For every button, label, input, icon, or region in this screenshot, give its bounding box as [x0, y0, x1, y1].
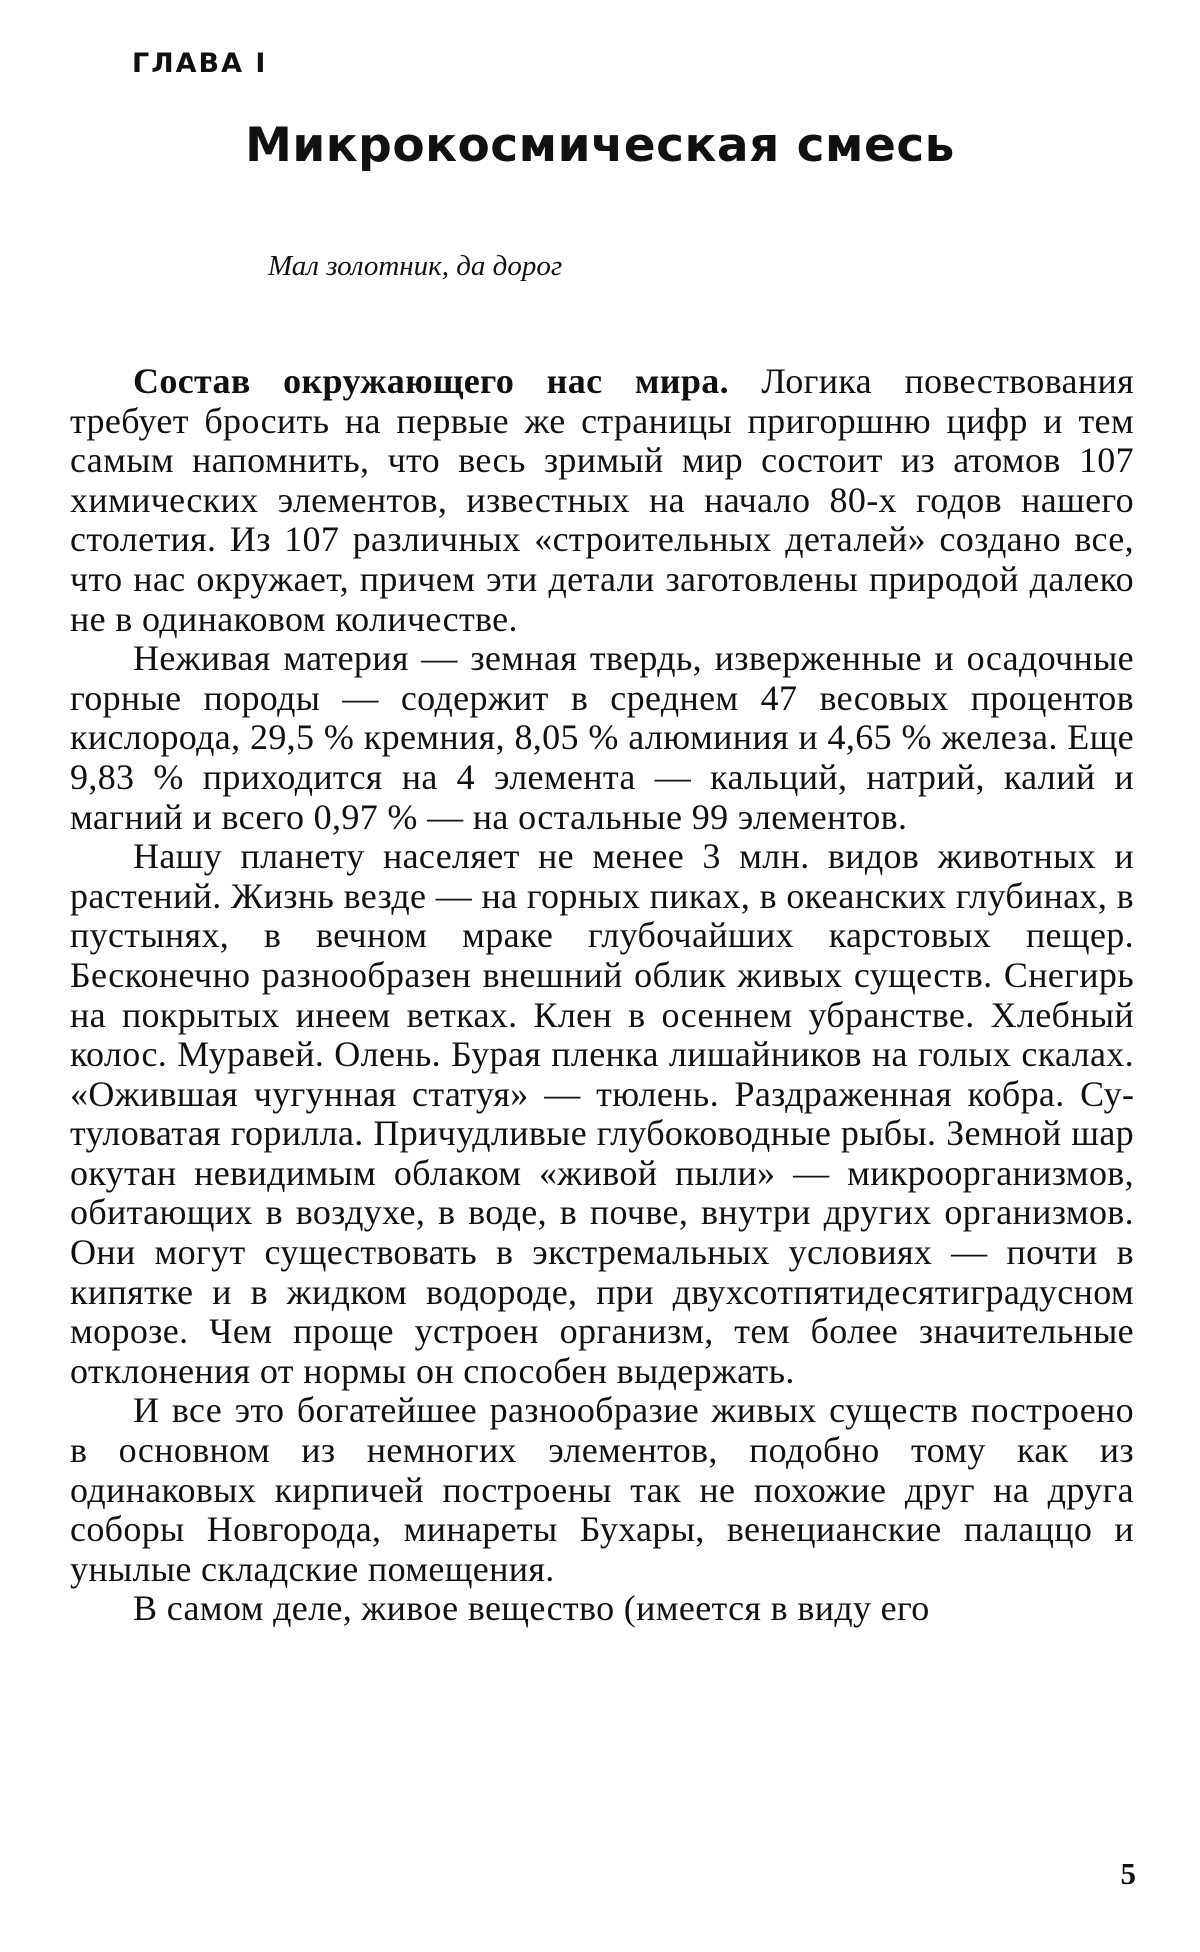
body-text: [70, 362, 1134, 1629]
paragraph-4: И все это богатейшее разнообразие живых существ построено в основном из немногих элементов, подобно тому как из одинаковых кирпичей построены так не похожие друг на друга соборы Новгорода, минареты Бухары, венецианские палаццо и унылые складские помещения.: [70, 1390, 1134, 1589]
chapter-title: Микрокосмическая смесь: [245, 118, 955, 173]
chapter-label: ГЛАВА I: [132, 48, 268, 79]
paragraph-lead: Состав окружающего нас мира.: [133, 361, 729, 401]
page-number: 5: [1120, 1856, 1136, 1891]
paragraph-1: [70, 362, 1134, 639]
paragraph-1-text: Логика повествования требует бросить на первые же страницы пригоршню цифр и тем самым напомнить, что весь зримый мир состоит из атомов 107 химических элементов, известных на начало 80-х годов нашего столетия. Из 107 различных «строительных деталей» создано все, что нас окружает, причем эти детали заготовлены природой далеко не в одинаковом количестве.: [70, 361, 1134, 639]
paragraph-3: Нашу планету населяет не менее 3 млн. видов животных и растений. Жизнь везде — на горных пиках, в океанских глубинах, в пустынях, в вечном мраке глубочайших карстовых пещер. Бесконечно разнообразен внешний облик живых существ. Снегирь на покрытых инеем ветках. Клен в осеннем убранстве. Хлебный колос. Муравей. Олень. Бурая пленка лишайников на голых скалах. «Ожившая чугунная статуя» — тюлень. Раздраженная кобра. Сутуловатая горилла. Причудливые глубоководные рыбы. Земной шар окутан невидимым облаком «живой пыли» — микроорганизмов, обитающих в воздухе, в воде, в почве, внутри других организмов. Они могут существовать в экстремальных условиях — почти в кипятке и в жидком водороде, при двухсотпятидесятиградусном морозе. Чем проще устроен организм, тем более значительные отклонения от нормы он способен выдержать.: [70, 836, 1134, 1391]
paragraph-2: Неживая материя — земная твердь, изверженные и осадочные горные породы — содержит в среднем 47 весовых процентов кислорода, 29,5 % кремния, 8,05 % алюминия и 4,65 % железа. Еще 9,83 % приходится на 4 элемента — кальций, натрий, калий и магний и всего 0,97 % — на остальные 99 элементов.: [70, 638, 1134, 837]
paragraph-5: В самом деле, живое вещество (имеется в виду его: [133, 1588, 930, 1629]
epigraph: Мал золотник, да дорог: [268, 250, 563, 282]
